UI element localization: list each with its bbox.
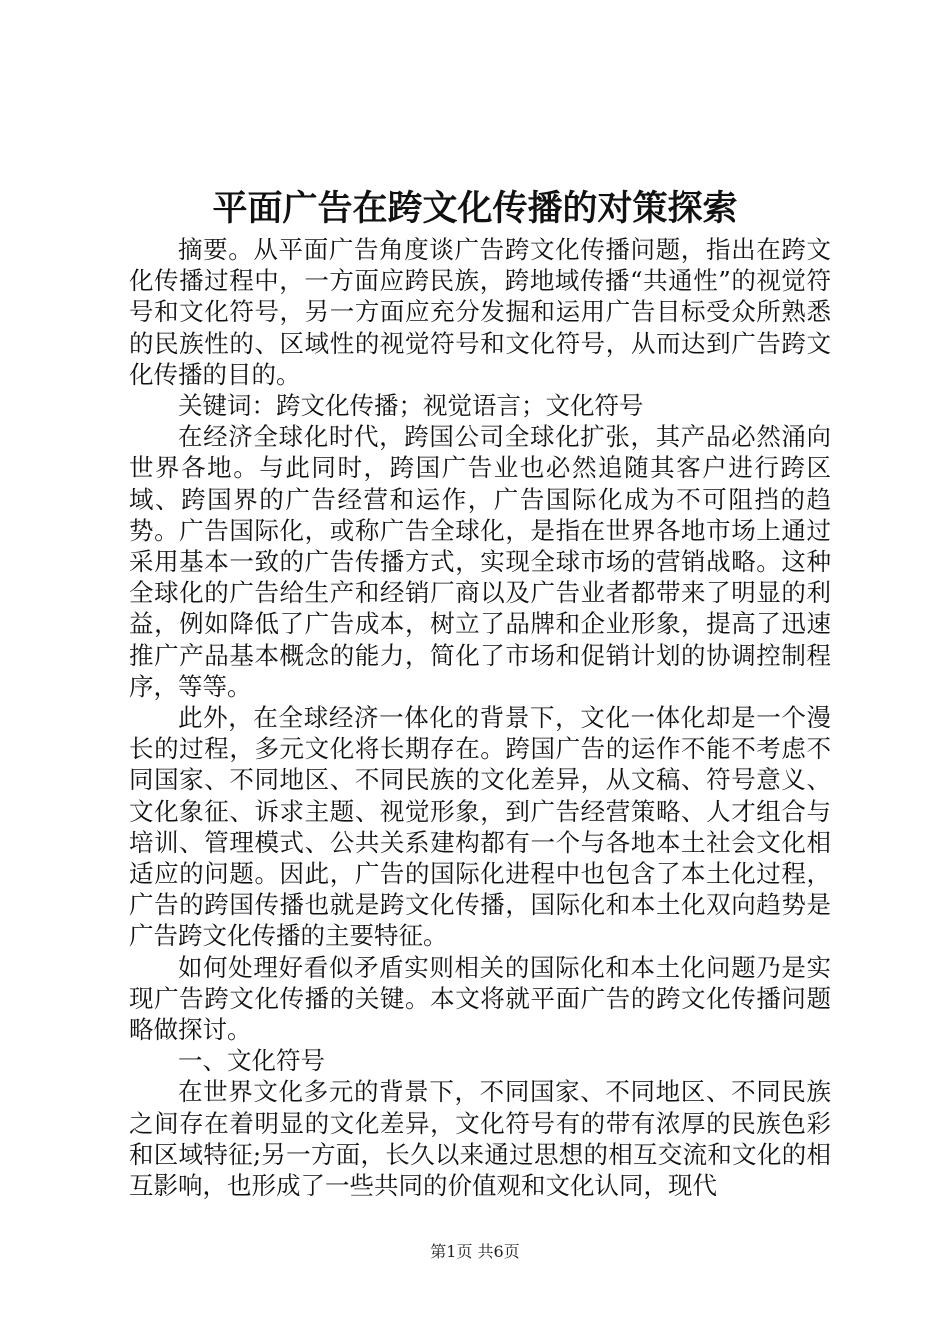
page-footer: 第1页 共6页: [430, 1242, 520, 1261]
keywords-paragraph: 关键词：跨文化传播；视觉语言；文化符号: [178, 391, 644, 421]
section-heading: 一、文化符号: [178, 1046, 325, 1076]
body-paragraph: 在经济全球化时代，跨国公司全球化扩张，其产品必然涌向世界各地。与此同时，跨国广告业也必然追随其客户进行跨区域、跨国界的广告经营和运作，广告国际化成为不可阻挡的趋势。广告国际化，或称广告全球化，是指在世界各地市场上通过采用基本一致的广告传播方式，实现全球市场的营销战略。这种全球化的广告给生产和经销厂商以及广告业者都带来了明显的利益，例如降低了广告成本，树立了品牌和企业形象，提高了迅速推广产品基本概念的能力，简化了市场和促销计划的协调控制程序，等等。: [129, 422, 831, 701]
abstract-paragraph: 摘要。从平面广告角度谈广告跨文化传播问题，指出在跨文化传播过程中，一方面应跨民族，跨地域传播“共通性”的视觉符号和文化符号，另一方面应充分发掘和运用广告目标受众所熟悉的民族性的、区域性的视觉符号和文化符号，从而达到广告跨文化传播的目的。: [129, 235, 831, 389]
body-paragraph: 在世界文化多元的背景下，不同国家、不同地区、不同民族之间存在着明显的文化差异，文化符号有的带有浓厚的民族色彩和区域特征;另一方面，长久以来通过思想的相互交流和文化的相互影响，也形成了一些共同的价值观和文化认同，现代: [129, 1077, 831, 1201]
body-paragraph: 此外，在全球经济一体化的背景下，文化一体化却是一个漫长的过程，多元文化将长期存在。跨国广告的运作不能不考虑不同国家、不同地区、不同民族的文化差异，从文稿、符号意义、文化象征、诉求主题、视觉形象，到广告经营策略、人才组合与培训、管理模式、公共关系建构都有一个与各地本土社会文化相适应的问题。因此，广告的国际化进程中也包含了本土化过程，广告的跨国传播也就是跨文化传播，国际化和本土化双向趋势是广告跨文化传播的主要特征。: [129, 703, 831, 951]
document-body: [129, 234, 831, 1201]
document-title: 平面广告在跨文化传播的对策探索: [212, 188, 738, 229]
body-paragraph: 如何处理好看似矛盾实则相关的国际化和本土化问题乃是实现广告跨文化传播的关键。本文将就平面广告的跨文化传播问题略做探讨。: [129, 952, 831, 1045]
